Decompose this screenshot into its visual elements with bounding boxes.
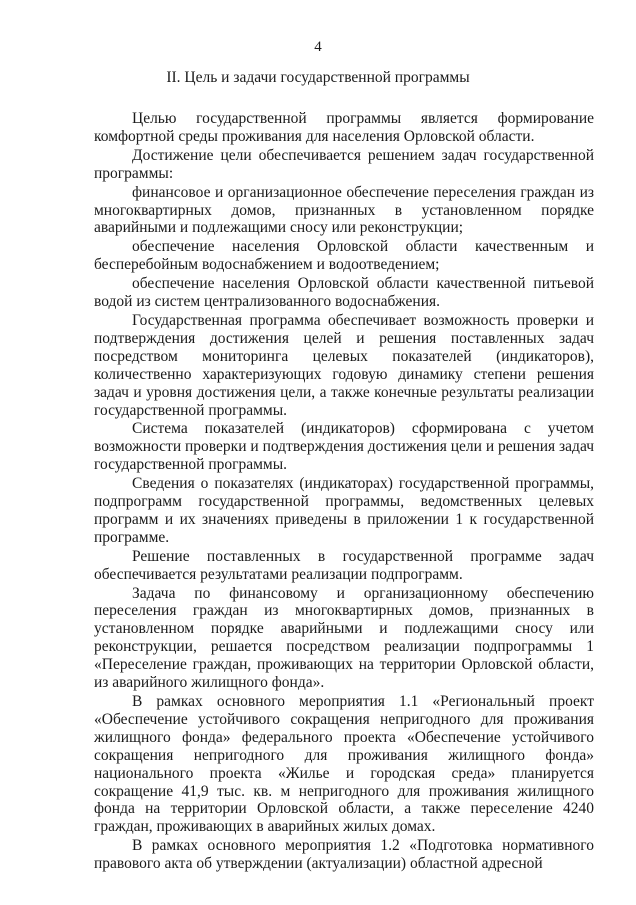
page-number: 4 [314,39,322,55]
paragraph-task-1: финансовое и организационное обеспечение переселения граждан из многоквартирных домов, признанных в установленном порядке аварийными и подлежащими сносу или реконструкции; [94,183,594,237]
section-heading: II. Цель и задачи государственной программы [166,69,470,86]
paragraph-indicator-info: Сведения о показателях (индикаторах) государственной программы, подпрограмм государственной программы, ведомственных целевых программ и их значениях приведены в приложении 1 к государственной программе. [94,475,594,546]
paragraph-monitoring: Государственная программа обеспечивает возможность проверки и подтверждения достижения целей и решения поставленных задач посредством мониторинга целевых показателей (индикаторов), количественно характеризующих годовую динамику степени решения задач и уровня достижения цели, а также конечные результаты реализации государственной программы. [94,311,594,419]
document-body [94,110,594,874]
paragraph-measure-1-1: В рамках основного мероприятия 1.1 «Региональный проект «Обеспечение устойчивого сокращения непригодного для проживания жилищного фонда» федерального проекта «Обеспечение устойчивого сокращения непригодного для проживания жилищного фонда» национального проекта «Жилье и городская среда» планируется сокращение 41,9 тыс. кв. м непригодного для проживания жилищного фонда на территории Орловской области, а также переселение 4240 граждан, проживающих в аварийных жилых домах. [94,693,594,836]
paragraph-indicator-system: Система показателей (индикаторов) сформирована с учетом возможности проверки и подтверждения достижения цели и решения задач государственной программы. [94,420,594,474]
paragraph-tasks-intro: Достижение цели обеспечивается решением задач государственной программы: [94,146,594,182]
paragraph-goal: Целью государственной программы является формирование комфортной среды проживания для населения Орловской области. [94,110,594,145]
paragraph-task-3: обеспечение населения Орловской области качественной питьевой водой из систем централизованного водоснабжения. [94,275,594,311]
paragraph-task-solution: Решение поставленных в государственной программе задач обеспечивается результатами реализации подпрограмм. [94,547,594,583]
paragraph-resettlement-task: Задача по финансовому и организационному обеспечению переселения граждан из многоквартирных домов, признанных в установленном порядке аварийными и подлежащими сносу или реконструкции, решается посредством реализации подпрограммы 1 «Переселение граждан, проживающих на территории Орловской области, из аварийного жилищного фонда». [94,584,594,692]
paragraph-task-2: обеспечение населения Орловской области качественным и бесперебойным водоснабжением и водоотведением; [94,238,594,274]
paragraph-measure-1-2: В рамках основного мероприятия 1.2 «Подготовка нормативного правового акта об утверждении (актуализации) областной адресной [94,837,594,873]
